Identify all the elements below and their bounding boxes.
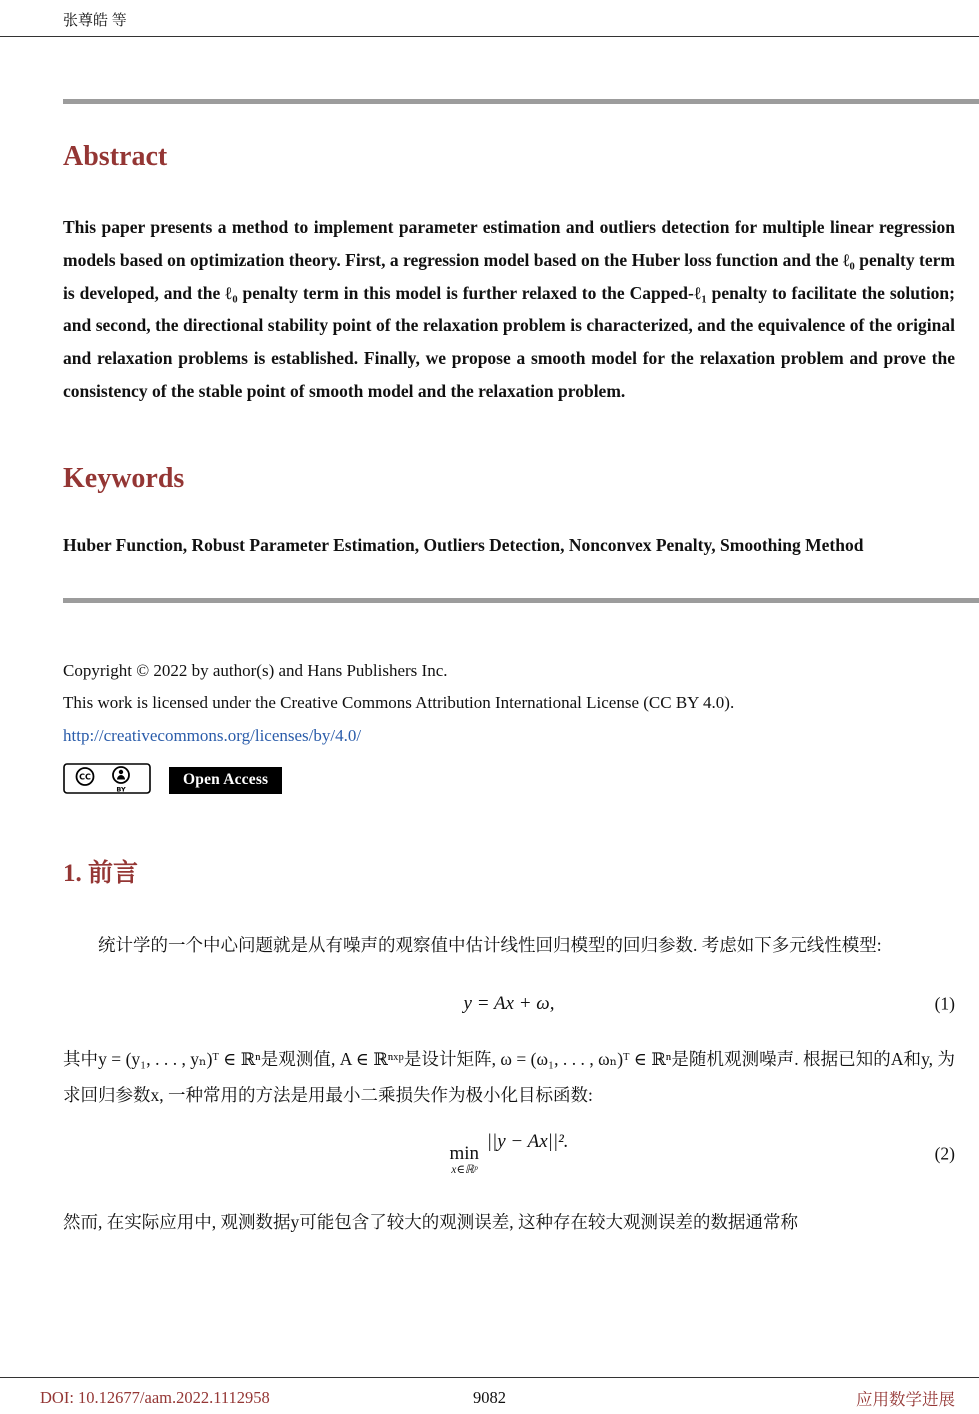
cc-by-badge-image bbox=[63, 763, 151, 794]
page-footer bbox=[0, 1377, 979, 1414]
abstract-text: This paper presents a method to implement parameter estimation and outliers detection for multiple linear regression models based on optimization theory. First, a regression model based on the Huber loss function and the ℓ₀ penalty term is developed, and the ℓ₀ penalty term in this model is further relaxed to the Capped-ℓ₁ penalty to facilitate the solution; and second, the directional stability point of the relaxation problem is characterized, and the equivalence of the original and relaxation problems is established. Finally, we propose a smooth model for the relaxation problem and prove the consistency of the stable point of smooth model and the relaxation problem. bbox=[63, 216, 955, 402]
running-head-author: 张尊皓 等 bbox=[0, 0, 979, 37]
license-line: This work is licensed under the Creative Commons Attribution International License (CC BY 4.0). bbox=[63, 693, 735, 713]
license-badges bbox=[63, 763, 955, 799]
footer-doi: DOI: 10.12677/aam.2022.1112958 bbox=[40, 1387, 270, 1407]
paragraph-outliers: 然而, 在实际应用中, 观测数据y可能包含了较大的观测误差, 这种存在较大观测误差的数据通常称 bbox=[63, 1212, 798, 1233]
by-icon-label: BY bbox=[116, 785, 126, 794]
keywords-text: Huber Function, Robust Parameter Estimation, Outliers Detection, Nonconvex Penalty, Smoothing Method bbox=[63, 534, 864, 555]
top-divider-rule bbox=[63, 99, 979, 104]
equation-2-expression: ||y − Ax||². bbox=[486, 1130, 569, 1152]
equation-1-expression: y = Ax + ω, bbox=[463, 992, 555, 1014]
paragraph-model-description: 其中y = (y₁, . . . , yₙ)ᵀ ∈ ℝⁿ是观测值, A ∈ ℝⁿˣᵖ是设计矩阵, ω = (ω₁, . . . , ωₙ)ᵀ ∈ ℝⁿ是随机观测噪声. 根据已知的A和y, 为求回归参数x, 一种常用的方法是用最小二乘损失作为极小化目标函数: bbox=[63, 1048, 955, 1105]
section-divider-rule bbox=[63, 598, 979, 603]
footer-page-number: 9082 bbox=[473, 1387, 506, 1407]
abstract-heading: Abstract bbox=[63, 141, 168, 172]
by-person-head-icon bbox=[119, 770, 123, 774]
keywords-heading: Keywords bbox=[63, 463, 185, 495]
equation-2-min-operator bbox=[449, 1144, 479, 1177]
open-access-badge: Open Access bbox=[169, 767, 282, 794]
cc-by-badge[interactable] bbox=[63, 763, 151, 799]
copyright-line: Copyright © 2022 by author(s) and Hans Publishers Inc. bbox=[63, 660, 448, 680]
equation-2-number: (2) bbox=[934, 1143, 955, 1164]
equation-2-operator: min bbox=[449, 1142, 479, 1164]
equation-1 bbox=[63, 993, 955, 1015]
section-1-heading: 1. 前言 bbox=[63, 859, 139, 887]
license-block bbox=[63, 655, 955, 753]
paragraph-intro: 统计学的一个中心问题就是从有噪声的观察值中估计线性回归模型的回归参数. 考虑如下多元线性模型: bbox=[98, 934, 882, 955]
license-link[interactable]: http://creativecommons.org/licenses/by/4.0/ bbox=[63, 726, 362, 746]
equation-1-number: (1) bbox=[934, 993, 955, 1014]
equation-2 bbox=[63, 1131, 955, 1177]
cc-icon-label: CC bbox=[79, 772, 91, 782]
footer-journal-name: 应用数学进展 bbox=[856, 1389, 955, 1409]
equation-2-operator-subscript: x∈ℝᵖ bbox=[451, 1163, 478, 1176]
